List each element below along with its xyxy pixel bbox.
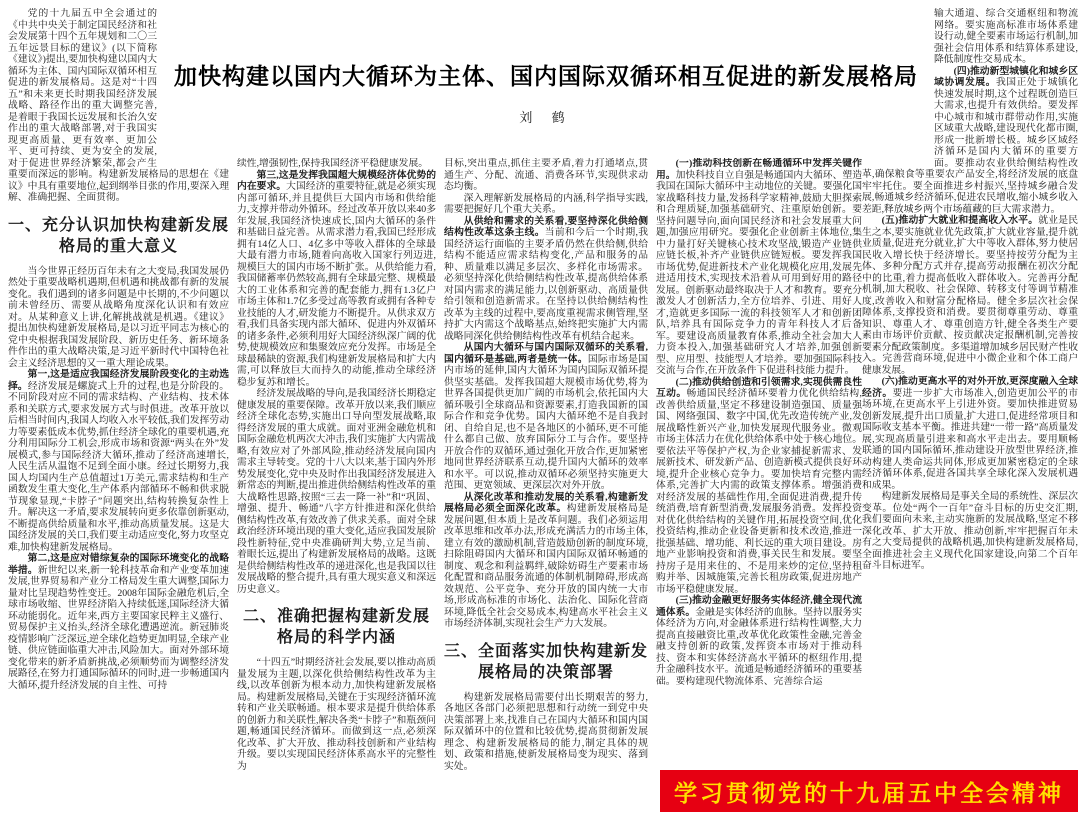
paragraph-lead: 从深化改革和推动发展的关系看,构建新发展格局必须全面深化改革。 — [444, 491, 648, 514]
paragraph: 从国内大循环与国内国际双循环的关系看,国内循环是基础,两者是统一体。国际市场是国内市场的延伸,国内大循环为国内国际双循环提供坚实基础。发挥我国超大规模市场优势,将为世界各国提供更加广阔的市场机会,依托国内大循环吸引全球商品和资源要素,打造我国新的国际合作和竞争优势。国内大循环绝不是自我封闭、自给自足,也不是各地区的小循环,更不可能什么都自己做、放弃国际分工与合作。要坚持开放合作的双循环,通过强化开放合作,更加紧密地同世界经济联系互动,提升国内大循环的效率和水平。可以说,推动双循环必须坚持实施更大范围、更宽领域、更深层次对外开放。 — [444, 342, 648, 491]
paragraph: 第二,这是应对错综复杂的国际环境变化的战略举措。新世纪以来,新一轮科技革命和产业变革加速发展,世界贸易和产业分工格局发生重大调整,国际力量对比呈现趋势性变迁。2008年国际金融危机后,全球市场收缩、世界经济陷入持续低迷,国际经济大循环动能弱化。近年来,西方主要国家民粹主义盛行、贸易保护主义抬头,经济全球化遭遇逆流。新冠肺炎疫情影响广泛深远,逆全球化趋势更加明显,全球产业链、供应链面临重大冲击,风险加大。面对外部环境变化带来的新矛盾新挑战,必须顺势而为调整经济发展路径,在努力打通国际循环的同时,进一步畅通国内大循环,提升经济发展的自主性、可持 — [8, 553, 229, 691]
author-name: 刘 鹤 — [519, 110, 573, 125]
section-heading: 三、全面落实加快构建新发展格局的决策部署 — [444, 642, 648, 681]
paragraph: 第一,这是适应我国经济发展阶段变化的主动选择。经济发展是螺旋式上升的过程,也是分阶段的。不同阶段对应不同的需求结构、产业结构、技术体系和关联方式,要求发展方式与时俱进。改革开放以后相当时间内,我国人均收入水平较低,我们发挥劳动力等要素低成本优势,抓住经济全球化的重要机遇,充分利用国际分工机会,形成市场和资源“两头在外”发展模式,参与国际经济大循环,推动了经济高速增长,人民生活从温饱不足到全面小康。经过长期努力,我国人均国内生产总值超过1万美元,需求结构和生产函数发生重大变化,生产体系内部循环不畅和供求脱节现象显现,“卡脖子”问题突出,结构转换复杂性上升。解决这一矛盾,要求发展转向更多依靠创新驱动,不断提高供给质量和水平,推动高质量发展。这是大国经济发展的关口,我们要主动适应变化,努力攻坚克难,加快构建新发展格局。 — [8, 369, 229, 553]
paragraph: 目标,突出重点,抓住主要矛盾,着力打通堵点,贯通生产、分配、流通、消费各环节,实现供求动态均衡。 — [444, 158, 648, 192]
column-4-text — [656, 158, 862, 687]
paragraph-lead: (二)推动供给创造和引领需求,实现供需良性互动。 — [656, 376, 862, 399]
paragraph: (五)推动扩大就业和提高收入水平。就业是民生之本,要实施就业优先政策,扩大就业容量,提升就业质量,促进充分就业,扩大中等收入群体,努力使居民收入增长快于经济增长。要坚持按劳分配为主体、多种分配方式并存,提高劳动报酬在初次分配中的比重,着力提高低收入群体收入。完善再分配机制,加大税收、社会保障、转移支付等调节精准度,改善收入和财富分配格局。健全多层次社会保障体系,支撑投资和消费。要贯彻尊重劳动、尊重知识、尊重人才、尊重创造方针,健全各类生产要素由市场评价贡献、按贡献决定报酬机制,完善按要素分配政策制度。多渠道增加城乡居民财产性收入。完善营商环境,促进中小微企业和个体工商户健康发展。 — [862, 215, 1078, 376]
paragraph: 第三,这是发挥我国超大规模经济体优势的内在要求。大国经济的重要特征,就是必须实现内部可循环,并且提供巨大国内市场和供给能力,支撑并带动外循环。经过改革开放以来40多年发展,我国经济快速成长,国内大循环的条件和基础日益完善。从需求潜力看,我国已经形成拥有14亿人口、4亿多中等收入群体的全球最大最有潜力市场,随着向高收入国家行列迈进,规模巨大的国内市场不断扩张。从供给能力看,我国储蓄率仍然较高,拥有全球最完整、规模最大的工业体系和完善的配套能力,拥有1.3亿户市场主体和1.7亿多受过高等教育或拥有各种专业技能的人才,研发能力不断提升。从供求双方看,我们具备实现内部大循环、促进内外双循环的诸多条件,必须利用好大国经济纵深广阔的优势,使规模效应和集聚效应充分发挥。市场是全球最稀缺的资源,我们构建新发展格局和扩大内需,可以释放巨大而持久的动能,推动全球经济稳步复苏和增长。 — [237, 169, 436, 388]
slogan-banner-text: 学习贯彻党的十九届五中全会精神 — [674, 779, 1064, 806]
paragraph-lead: 从供给和需求的关系看,要坚持深化供给侧结构性改革这条主线。 — [444, 215, 648, 238]
editor-note-text: 党的十九届五中全会通过的《中共中央关于制定国民经济和社会发展第十四个五年规划和二〇三五年远景目标的建议》(以下简称《建议》)提出,要加快构建以国内大循环为主体、国内国际双循环相互促进的新发展格局。这是对“十四五”和未来更长时期我国经济发展战略、路径作出的重大调整完善,是着眼于我国长远发展和长治久安作出的重大战略部署,对于我国实现更高质量、更有效率、更加公平、更可持续、更为安全的发展,对于促进世界经济繁荣,都会产生重要而深远的影响。构建新发展格局的思想在《建议》中具有重要地位,起到纲举目张的作用,要深入理解、准确把握、全面贯彻。 — [8, 8, 229, 203]
paragraph-lead: (四)推动新型城镇化和城乡区域协调发展。 — [934, 65, 1078, 88]
column-4 — [656, 158, 862, 758]
paragraph-lead: (三)推动金融更好服务实体经济,健全现代流通体系。 — [656, 595, 862, 618]
column-3 — [444, 158, 648, 812]
column-5 — [862, 8, 1078, 760]
paragraph: 构建新发展格局需要付出长期艰苦的努力,各地区各部门必须把思想和行动统一到党中央决策部署上来,找准自己在国内大循环和国内国际双循环中的位置和比较优势,提高贯彻新发展理念、构建新发展格局的能力,制定具体的规划、政策和措施,使新发展格局变为现实、落到实处。 — [444, 691, 648, 772]
paragraph: (一)推动科技创新在畅通循环中发挥关键作用。加快科技自立自强是畅通国内大循环、塑造我国在国际大循环中主动地位的关键。要强化国家战略科技力量,发扬科学家精神,鼓励大胆探索和合理质疑,加强基础研究、注重原始创新。要坚持问题导向,面向国民经济和社会发展重大问题,加强应用研究。要强化企业创新主体地位,集中力量打好关键核心技术攻坚战,锻造产业链供应链长板,补齐产业链供应链短板。要发挥我国市场优势,促进新技术产业化规模化应用,发展先进适用技术,实现技术沿着从可用到好用的路径发展。创新驱动最终取决于人才和教育。要充分激发人才创新活力,全方位培养、引进、用好人才,造就更多国际一流的科技领军人才和创新团队,培养具有国际竞争力的青年科技人才后备军。要建设高质量教育体系,推动全社会加大人力资本投入,加强基础研究人才培养,加强创新型、应用型、技能型人才培养。要加强国际科技交流与合作,在开放条件下促进科技能力提升。 — [656, 158, 862, 376]
paragraph: (六)推动更高水平的对外开放,更深度融入全球经济。要进一步扩大市场准入,创造更加公平的市场环境,在更高水平上引进外资。要加快推进贸易创新发展,提升出口质量,扩大进口,促进经常项目和国际收支基本平衡。推进共建“一带一路”高质量发展,实现高质量引进来和高水平走出去。要用顺畅联通的国内国际循环,推动建设开放型世界经济,推动构建人类命运共同体,形成更加紧密稳定的全球经济循环体系,促进各国共享全球化深入发展机遇和成果。 — [862, 376, 1078, 491]
headline-wrap-spacer — [862, 8, 934, 158]
paragraph: 深入理解新发展格局的内涵,科学指导实践,需要把握好几个重大关系。 — [444, 192, 648, 215]
paragraph: (三)推动金融更好服务实体经济,健全现代流通体系。金融是实体经济的血脉。坚持以服务实体经济为方向,对金融体系进行结构性调整,大力提高直接融资比重,改革优化政策性金融,完善金融支持创新的政策,发挥资本市场对于推动科技、资本和实体经济高水平循环的枢纽作用,提升金融科技水平。流通是畅通经济循环的重要基础。要构建现代物流体系、完善综合运 — [656, 595, 862, 687]
paragraph: 当今世界正经历百年未有之大变局,我国发展仍然处于重要战略机遇期,但机遇和挑战都有新的发展变化。我们遇到的诸多问题是中长期的,不少问题以前未曾经历、需要从战略角度深化认识和有效应对。从某种意义上讲,化解挑战就是机遇。《建议》提出加快构建新发展格局,是以习近平同志为核心的党中央根据我国发展阶段、新历史任务、新环境条件作出的重大战略决策,是习近平新时代中国特色社会主义经济思想的又一重大理论成果。 — [8, 265, 229, 369]
paragraph-lead: 第二,这是应对错综复杂的国际环境变化的战略举措。 — [8, 553, 229, 576]
paragraph-lead: 第三,这是发挥我国超大规模经济体优势的内在要求。 — [237, 169, 436, 192]
paragraph: 构建新发展格局是事关全局的系统性、深层次变革。位处“两个一百年”奋斗目标的历史交汇期,我们要面向未来,主动实施新的发展战略,坚定不移深化改革、扩大开放、推动创新,牢牢把握百年未有之大变局提供的战略机遇,加快构建新发展格局,全面推进社会主义现代化国家建设,向第二个百年奋斗目标进军。 — [862, 491, 1078, 571]
paragraph-lead: (六)推动更高水平的对外开放,更深度融入全球经济。 — [862, 376, 1078, 399]
paragraph: 经济发展战略的导向,是我国经济长期稳定健康发展的重要保障。改革开放以来,我们顺应经济全球化态势,实施出口导向型发展战略,取得经济发展的重大成就。面对亚洲金融危机和国际金融危机两次大冲击,我们实施扩大内需战略,有效应对了外部风险,推动经济发展向国内需求主导转变。党的十八大以来,基于国内外形势发展变化,党中央及时作出我国经济发展进入新常态的判断,提出推进供给侧结构性改革的重大战略性思路,按照“三去一降一补”和“巩固、增强、提升、畅通”八字方针推进和深化供给侧结构性改革,有效改善了供求关系。面对全球政治经济环境出现的重大变化,适应我国发展阶段性新特征,党中央准确研判大势,立足当前、着眼长远,提出了构建新发展格局的战略。这既是供给侧结构性改革的递进深化,也是我国以往发展战略的整合提升,具有重大现实意义和深远历史意义。 — [237, 388, 436, 595]
column-2 — [237, 158, 436, 812]
paragraph: 续性,增强韧性,保持我国经济平稳健康发展。 — [237, 158, 429, 169]
paragraph: 输大通道、综合交通枢纽和物流网络。要实施高标准市场体系建设行动,健全要素市场运行机制,加强社会信用体系和结算体系建设,降低制度性交易成本。 — [934, 8, 1078, 65]
article-headline: 加快构建以国内大循环为主体、国内国际双循环相互促进的新发展格局 — [174, 63, 918, 89]
column-3-text — [444, 158, 648, 772]
paragraph-lead: (五)推动扩大就业和提高收入水平。 — [881, 215, 1039, 226]
paragraph-lead: (一)推动科技创新在畅通循环中发挥关键作用。 — [656, 158, 862, 181]
paragraph: 从深化改革和推动发展的关系看,构建新发展格局必须全面深化改革。构建新发展格局是发展问题,但本质上是改革问题。我们必须运用改革思维和改革办法,形成充满活力的市场主体,建立有效的激励机制,营造鼓励创新的制度环境,扫除阻碍国内大循环和国内国际双循环畅通的制度、观念和利益羁绊,破除妨碍生产要素市场化配置和商品服务流通的体制机制障碍,形成高效规范、公平竞争、充分开放的国内统一大市场,形成高标准的市场化、法治化、国际化营商环境,降低全社会交易成本,构建高水平社会主义市场经济体制,实现社会生产力大发展。 — [444, 491, 648, 629]
paragraph-lead: 从国内大循环与国内国际双循环的关系看,国内循环是基础,两者是统一体。 — [444, 342, 648, 365]
paragraph-lead: 第一,这是适应我国经济发展阶段变化的主动选择。 — [8, 369, 229, 392]
section-heading: 二、准确把握构建新发展格局的科学内涵 — [242, 608, 430, 646]
headline-block — [157, 8, 935, 156]
slogan-banner — [660, 770, 1078, 812]
paragraph: (四)推动新型城镇化和城乡区域协调发展。我国正处于城镇化快速发展时期,这个过程既创造巨大需求,也提升有效供给。要发挥中心城市和城市群带动作用,实施区域重大战略,建设现代化都市圈,形成一批新增长极。城乡区域经济循环是国内大循环的重要方面。要推动农业供给侧结构性改革,确保粮食等重要农产品安全,将经济发展的底盘牢牢托住。要全面推进乡村振兴,坚持城乡融合发展,畅通城乡经济循环,促进农民增收,缩小城乡收入差距,释放城乡两个市场蕴藏的巨大需求潜力。 — [862, 65, 1078, 215]
paragraph: (二)推动供给创造和引领需求,实现供需良性互动。畅通国民经济循环要着力优化供给结构,改善供给质量,坚定不移建设制造强国、质量强国、网络强国、数字中国,优先改造传统产业,发展战略性新兴产业,加快发展现代服务业。微观市场主体活力在优化供给体系中处于核心地位。要依法平等保护产权,为企业家捕捉新需求、发展新技术、研发新产品、创造新模式提供良好环境,提升企业核心竞争力。要加快培育完整内需体系,完善扩大内需的政策支撑体系。增强消费对经济发展的基础性作用,全面促进消费,提升传统消费,培育新型消费,发展服务消费。发挥投资对优化供给结构的关键作用,拓展投资空间,优化投资结构,推动企业设备更新和技术改造,推进一批强基础、增功能、利长远的重大项目建设。房地产业影响投资和消费,事关民生和发展。要坚持房子是用来住的、不是用来炒的定位,坚持租购并举、因城施策,完善长租房政策,促进房地产市场平稳健康发展。 — [656, 376, 862, 595]
column-2-text — [237, 158, 436, 772]
section-heading: 一、充分认识加快构建新发展格局的重大意义 — [8, 216, 229, 255]
paragraph: “十四五”时期经济社会发展,要以推动高质量发展为主题,以深化供给侧结构性改革为主线,以改革创新为根本动力,加快构建新发展格局。构建新发展格局,关键在于实现经济循环流转和产业关联畅通。根本要求是提升供给体系的创新力和关联性,解决各类“卡脖子”和瓶颈问题,畅通国民经济循环。而做到这一点,必须深化改革、扩大开放、推动科技创新和产业结构升级。要以实现国民经济体系高水平的完整性为 — [237, 657, 436, 772]
paragraph: 从供给和需求的关系看,要坚持深化供给侧结构性改革这条主线。当前和今后一个时期,我国经济运行面临的主要矛盾仍然在供给侧,供给结构不能适应需求结构变化,产品和服务的品种、质量难以满足多层次、多样化市场需求。必须坚持深化供给侧结构性改革,提高供给体系对国内需求的满足能力,以创新驱动、高质量供给引领和创造新需求。在坚持以供给侧结构性改革为主线的过程中,要高度重视需求侧管理,坚持扩大内需这个战略基点,始终把实施扩大内需战略同深化供给侧结构性改革有机结合起来。 — [444, 215, 648, 342]
